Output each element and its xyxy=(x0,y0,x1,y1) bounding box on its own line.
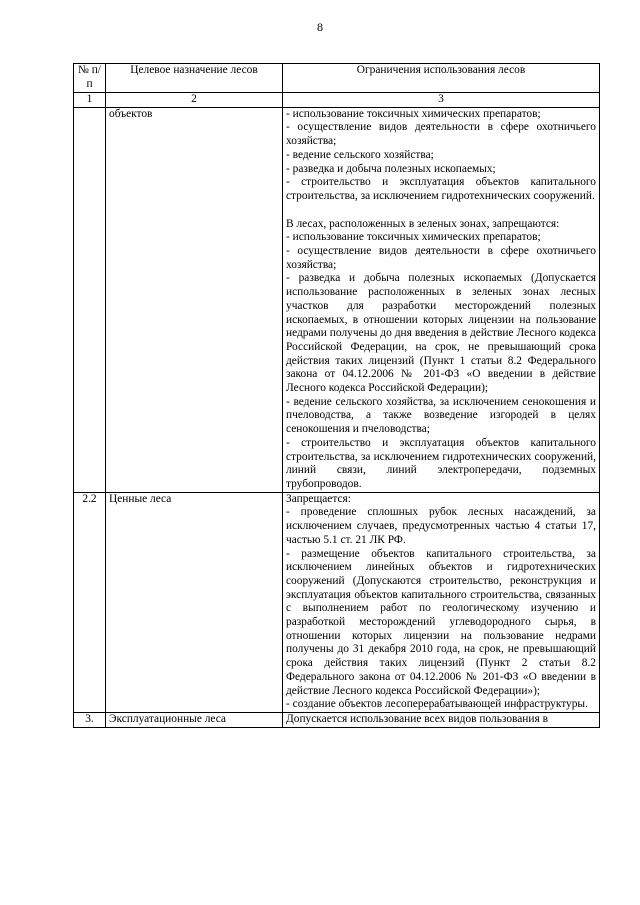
restriction-item: - разведка и добыча полезных ископаемых (Допускается использование расположенных в зеленых зонах лесных участков для разработки месторождений полезных ископаемых, в отношении которых лицензии на пользование недрами получены до дня введения в действие Лесного кодекса Российской Федерации, на срок, не превышающий срока действия таких лицензий (Пункт 1 статьи 8.2 Федерального закона от 04.12.2006 № 201-ФЗ «О введении в действие Лесного кодекса Российской Федерации); xyxy=(286,272,596,395)
table-row xyxy=(74,492,600,712)
row-restrictions xyxy=(283,492,600,712)
column-number: 2 xyxy=(106,93,283,108)
header-restrictions: Ограничения использования лесов xyxy=(283,64,600,93)
row-restrictions xyxy=(283,712,600,727)
column-number-row xyxy=(74,93,600,108)
restriction-item: - разведка и добыча полезных ископаемых; xyxy=(286,162,496,175)
restriction-item: - осуществление видов деятельности в сфере охотничьего хозяйства; xyxy=(286,121,596,148)
row-purpose: объектов xyxy=(106,107,283,492)
header-purpose: Целевое назначение лесов xyxy=(106,64,283,93)
table-row xyxy=(74,107,600,492)
column-number: 1 xyxy=(74,93,106,108)
header-number: № п/п xyxy=(74,64,106,93)
table-row xyxy=(74,712,600,727)
column-number: 3 xyxy=(283,93,600,108)
restriction-item: - использование токсичных химических препаратов; xyxy=(286,231,541,244)
row-purpose: Эксплуатационные леса xyxy=(106,712,283,727)
restriction-item: В лесах, расположенных в зеленых зонах, запрещаются: xyxy=(286,217,560,230)
restriction-item: - размещение объектов капитального строительства, за исключением линейных объектов и гидротехнических сооружений (Допускаются строительство, реконструкция и эксплуатация объектов капитального строительства, связанных с выполнением работ по геологическому изучению и разработкой месторождений углеводородного сырья, в отношении которых лицензии на пользование недрами получены до 31 декабря 2010 года, на срок, не превышающий срока действия таких лицензий (Пункт 2 статьи 8.2 Федерального закона от 04.12.2006 № 201-ФЗ «О введении в действие Лесного кодекса Российской Федерации»); xyxy=(286,547,596,697)
page-number: 8 xyxy=(317,20,323,34)
restriction-item: - осуществление видов деятельности в сфере охотничьего хозяйства; xyxy=(286,245,596,271)
restriction-item: - строительство и эксплуатация объектов капитального строительства, за исключением гидротехнических сооружений. xyxy=(286,176,596,202)
row-number xyxy=(74,107,106,492)
restriction-item: Допускается использование всех видов пользования в xyxy=(286,712,548,725)
row-number: 2.2 xyxy=(74,492,106,712)
restriction-item: Запрещается: xyxy=(286,492,351,505)
row-purpose: Ценные леса xyxy=(106,492,283,712)
restriction-item: - проведение сплошных рубок лесных насаждений, за исключением случаев, предусмотренных частью 4 статьи 17, частью 5.1 ст. 21 ЛК РФ. xyxy=(286,506,596,546)
restriction-item: - создание объектов лесоперерабатывающей инфраструктуры. xyxy=(286,698,588,711)
row-number: 3. xyxy=(74,712,106,727)
restriction-item: - использование токсичных химических препаратов; xyxy=(286,107,541,120)
restriction-item: - ведение сельского хозяйства, за исключением сенокошения и пчеловодства, а также возведение изгородей в целях сенокошения и пчеловодства; xyxy=(286,395,596,436)
restriction-item: - ведение сельского хозяйства; xyxy=(286,148,434,161)
restriction-item: - строительство и эксплуатация объектов капитального строительства, за исключением гидротехнических сооружений, линий связи, линий электропередачи, подземных трубопроводов. xyxy=(286,436,596,490)
row-restrictions xyxy=(283,107,600,492)
forest-restrictions-table xyxy=(73,63,600,728)
table-header-row xyxy=(74,64,600,93)
paragraph-gap xyxy=(286,204,596,218)
